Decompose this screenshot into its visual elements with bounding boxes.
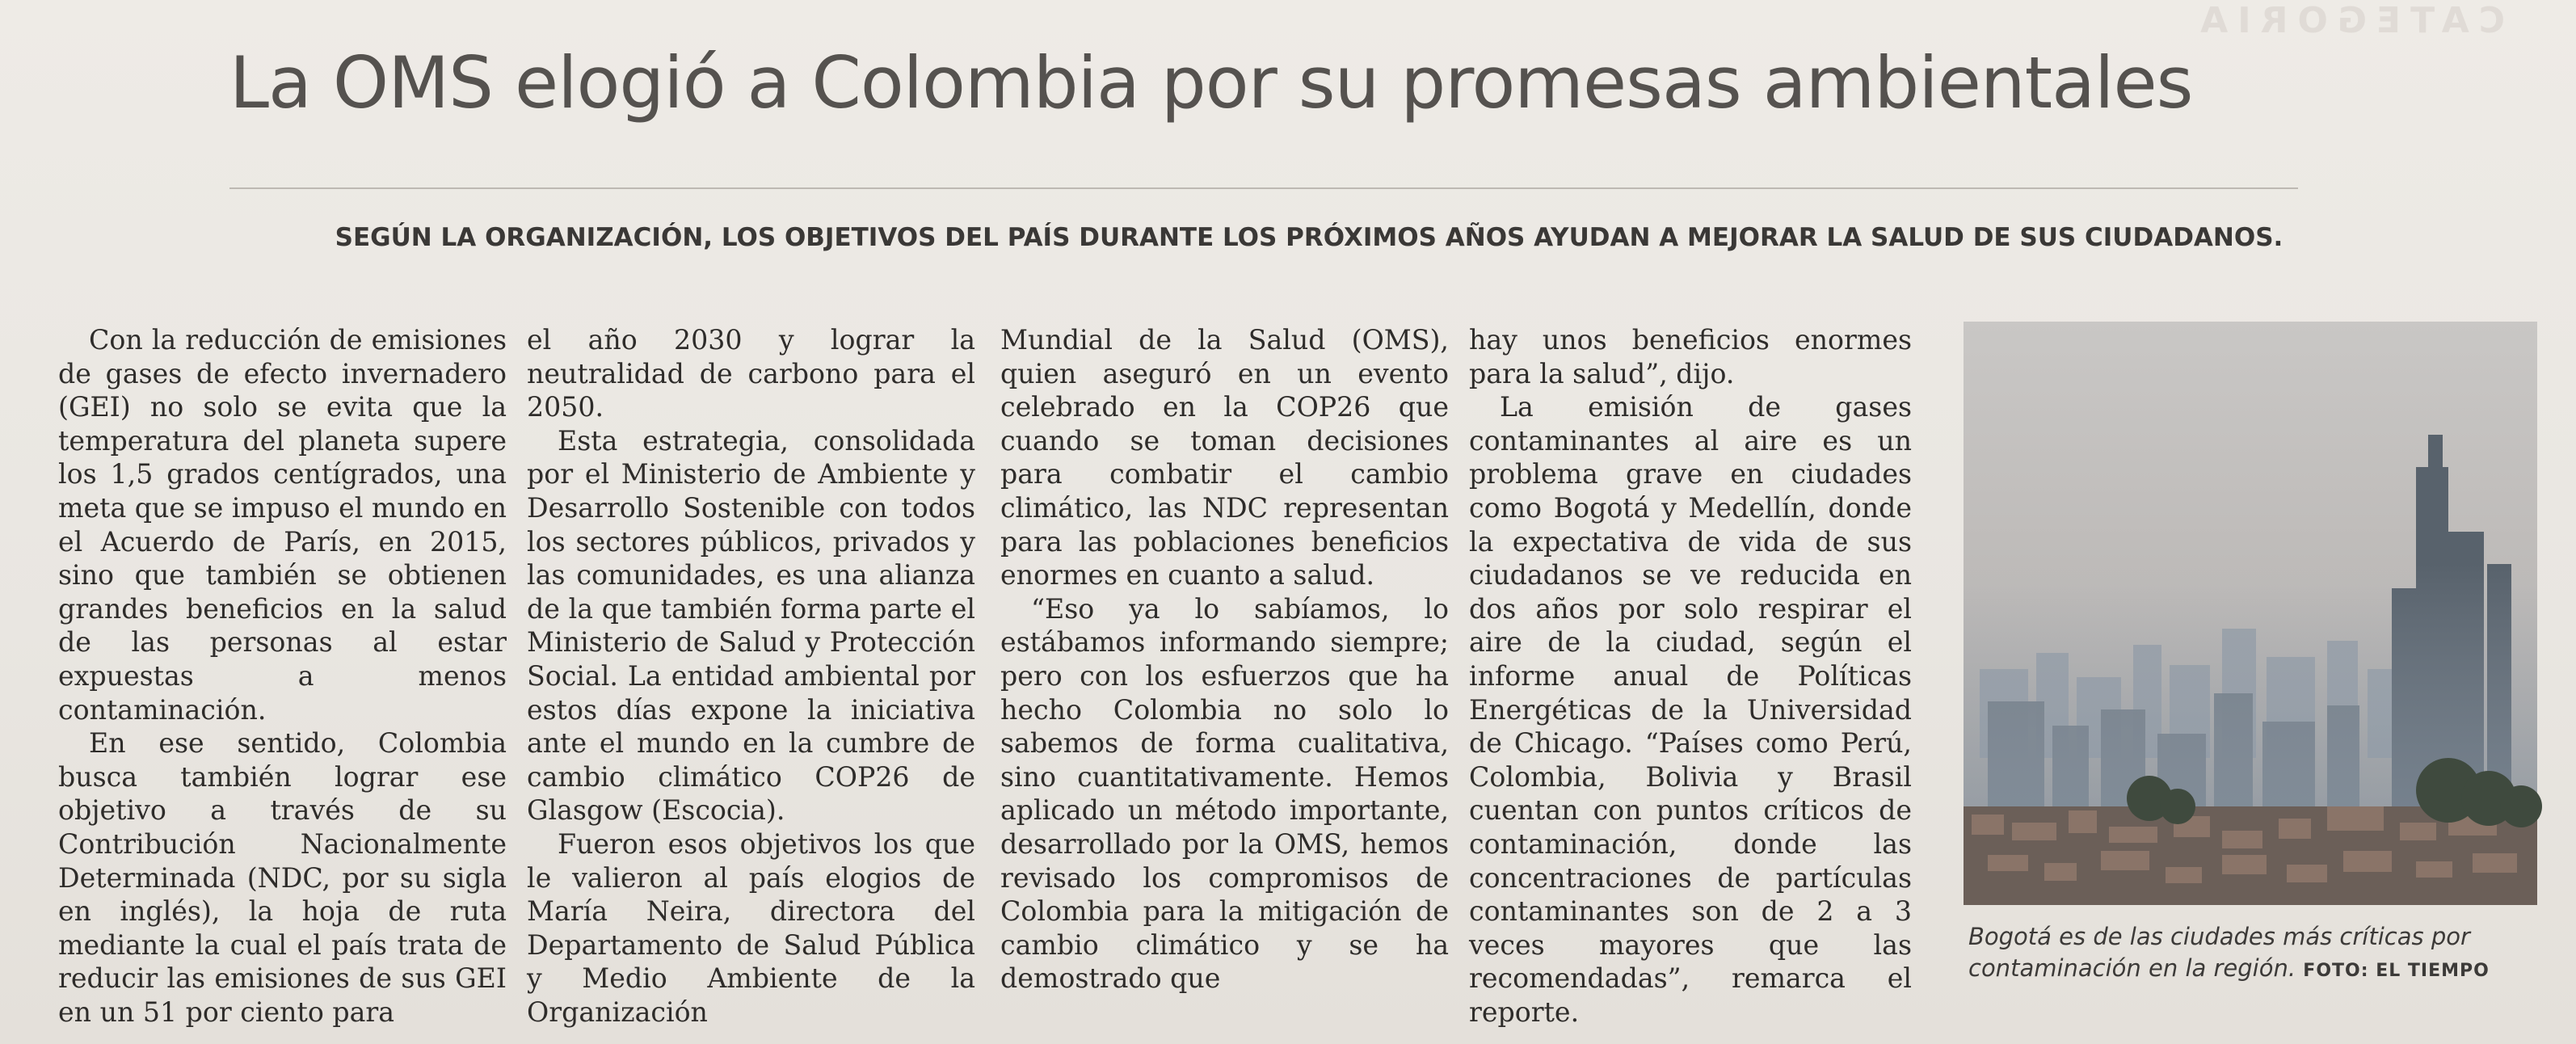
paragraph: Esta estrategia, consolidada por el Ministerio de Ambiente y Desarrollo Sostenible con todos los sectores públicos, privados y las comunidades, es una alianza de la que también forma parte el Ministerio de Salud y Protección Social. La entidad ambiental por estos días expone la iniciativa ante el mundo en la cumbre de cambio climático COP26 de Glasgow (Escocia). xyxy=(527,424,975,827)
photo-caption xyxy=(1968,921,2550,987)
paragraph: Con la reducción de emisiones de gases de efecto invernadero (GEI) no solo se evita que la temperatura del planeta supere los 1,5 grados centígrados, una meta que se impuso el mundo en el Acuerdo de París, en 2015, sino que también se obtienen grandes beneficios en la salud de las personas al estar expuestas a menos contaminación. xyxy=(58,324,507,726)
paragraph: hay unos beneficios enormes para la salud”, dijo. xyxy=(1469,324,1912,389)
article-column-3 xyxy=(1000,323,1449,1002)
paragraph: “Eso ya lo sabíamos, lo estábamos informando siempre; pero con los esfuerzos que ha hecho Colombia no solo lo sabemos de forma cualitativa, sino cuantitativamente. Hemos aplicado un método importante, desarrollado por la OMS, hemos revisado los compromisos de Colombia para la mitigación de cambio climático y se ha demostrado que xyxy=(1000,592,1449,995)
paragraph: La emisión de gases contaminantes al aire es un problema grave en ciudades como Bogotá y Medellín, donde la expectativa de vida de sus ciudadanos se ve reducida en dos años por solo respirar el aire de la ciudad, según el informe anual de Políticas Energéticas de la Universidad de Chicago. “Países como Perú, Colombia, Bolivia y Brasil cuentan con puntos críticos de contaminación, donde las concentraciones de partículas contaminantes son de 2 a 3 veces mayores que las recomendadas”, remarca el reporte. xyxy=(1469,391,1912,1028)
headline-rule xyxy=(229,187,2298,189)
city-skyline-photo xyxy=(1964,322,2537,905)
paragraph: En ese sentido, Colombia busca también lograr ese objetivo a través de su Contribución Nacionalmente Determinada (NDC, por su sigla en inglés), la hoja de ruta mediante la cual el país trata de reducir las emisiones de sus GEI en un 51 por ciento para xyxy=(58,727,507,1028)
paragraph: Fueron esos objetivos los que le valieron al país elogios de María Neira, directora del Departamento de Salud Pública y Medio Ambiente de la Organización xyxy=(527,827,975,1028)
article-column-1 xyxy=(58,323,507,1028)
bleed-through-text: CATEGORIA xyxy=(2191,0,2505,41)
paragraph: Mundial de la Salud (OMS), quien aseguró en un evento celebrado en la COP26 que cuando se toman decisiones para combatir el cambio climático, las NDC representan para las poblaciones beneficios enormes en cuanto a salud. xyxy=(1000,324,1449,591)
article-column-2 xyxy=(527,323,975,1028)
article-column-4 xyxy=(1469,323,1912,1028)
headline: La OMS elogió a Colombia por su promesas ambientales xyxy=(229,41,2193,124)
paragraph: el año 2030 y lograr la neutralidad de carbono para el 2050. xyxy=(527,324,975,423)
subheadline: SEGÚN LA ORGANIZACIÓN, LOS OBJETIVOS DEL PAÍS DURANTE LOS PRÓXIMOS AÑOS AYUDAN A MEJORAR LA SALUD DE SUS CIUDADANOS. xyxy=(335,223,2283,252)
photo-credit: FOTO: EL TIEMPO xyxy=(2303,961,2490,981)
caption-text: Bogotá es de las ciudades más críticas por contaminación en la región. xyxy=(1968,923,2470,982)
